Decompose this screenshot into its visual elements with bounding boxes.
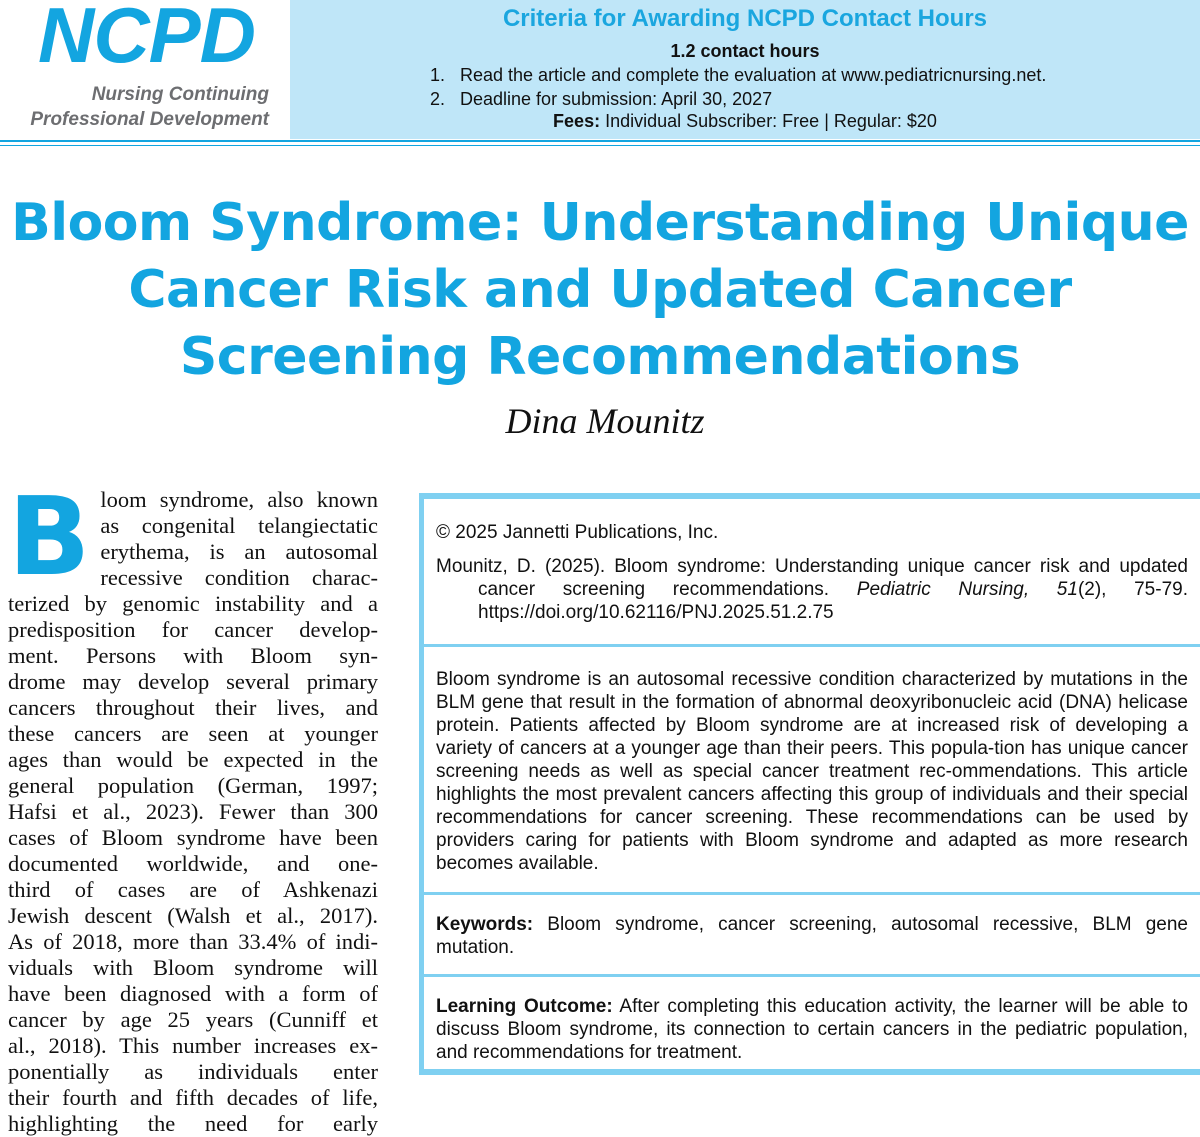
author-name: Dina Mounitz	[505, 401, 705, 441]
citation-doi[interactable]: https://doi.org/10.62116/PNJ.2025.51.2.75	[478, 602, 834, 623]
abstract: Bloom syndrome is an autosomal recessive condition characterized by mutations in the BLM gene that result in the formation of abnormal deoxyribonucleic acid (DNA) helicase protein. Patients affected by Bloom syndrome are at increased risk of developing a variety of cancers at a younger age than their peers. This popula-tion has unique cancer screening needs as well as special cancer treatment rec-ommendations. This article highlights the most prevalent cancers affecting this group of individuals and their special recommendations for cancer screening. These recommendations can be used by providers caring for patients with Bloom syndrome and adapted as more research becomes available.	[436, 669, 1188, 874]
body-line: Hafsi et al., 2023). Fewer than 300	[8, 799, 378, 824]
fees-label: Fees:	[553, 111, 601, 131]
title-line: Screening Recommendations	[179, 327, 1021, 387]
copyright-notice: © 2025 Jannetti Publications, Inc.	[436, 522, 719, 543]
article-info-box	[419, 493, 1200, 1075]
body-line: Jewish descent (Walsh et al., 2017).	[8, 903, 378, 928]
header-divider	[0, 140, 1200, 142]
body-line: al., 2018). This number increases ex-	[8, 1033, 378, 1058]
keywords-label: Keywords:	[436, 914, 534, 935]
fees-line	[290, 110, 1200, 132]
section-divider	[424, 892, 1200, 895]
body-line: As of 2018, more than 33.4% of indi-	[8, 929, 378, 954]
body-line: cancer by age 25 years (Cunniff et	[8, 1007, 378, 1032]
criteria-list	[430, 63, 1046, 111]
criteria-box	[290, 0, 1200, 139]
learning-outcome	[436, 995, 1188, 1064]
criteria-item-number: 2.	[430, 89, 446, 109]
body-line: these cancers are seen at younger	[8, 721, 378, 746]
body-line: have been diagnosed with a form of	[8, 981, 378, 1006]
outcome-label: Learning Outcome:	[436, 996, 613, 1017]
section-divider	[424, 644, 1200, 647]
body-line: viduals with Bloom syndrome will	[8, 955, 378, 980]
body-line: ment. Persons with Bloom syn-	[8, 643, 378, 668]
outcome-text: After completing this education activity, the learner will be able to discuss Bloom syndrome, its connection to certain cancers in the pediatric population, and recommendations for treatment.	[436, 996, 1188, 1063]
criteria-item-text: Deadline for submission: April 30, 2027	[460, 89, 773, 109]
ncpd-logo	[0, 0, 289, 140]
logo-subtitle-line2: Professional Development	[30, 109, 269, 130]
body-line: their fourth and fifth decades of life,	[8, 1085, 378, 1110]
criteria-title: Criteria for Awarding NCPD Contact Hours	[502, 5, 988, 32]
body-line: as congenital telangiectatic	[100, 513, 378, 538]
logo-wordmark: NCPD	[38, 0, 256, 79]
logo-subtitle-line1: Nursing Continuing	[91, 84, 269, 105]
title-line: Bloom Syndrome: Understanding Unique	[11, 193, 1189, 253]
drop-cap: B	[8, 475, 91, 600]
body-line: highlighting the need for early	[8, 1111, 378, 1136]
body-line: third of cases are of Ashkenazi	[8, 877, 378, 902]
body-line: drome may develop several primary	[8, 669, 378, 694]
criteria-item-text: Read the article and complete the evaluation at www.pediatricnursing.net.	[460, 65, 1047, 85]
body-line: general population (German, 1997;	[8, 773, 378, 798]
body-line: predisposition for cancer develop-	[8, 617, 378, 642]
body-line: recessive condition charac-	[100, 565, 378, 590]
section-divider	[424, 974, 1200, 977]
contact-hours: 1.2 contact hours	[670, 41, 820, 61]
logo-subtitle	[30, 82, 269, 132]
citation-issue: (2), 75-79.	[1077, 579, 1188, 600]
criteria-item	[430, 87, 1046, 111]
fees-text: Individual Subscriber: Free | Regular: $20	[605, 111, 937, 131]
body-line: ponentially as individuals enter	[8, 1059, 378, 1084]
body-text-column	[8, 475, 378, 1137]
body-line: terized by genomic instability and a	[8, 591, 378, 616]
keywords-text: Bloom syndrome, cancer screening, autosomal recessive, BLM gene mutation.	[436, 914, 1188, 958]
body-line: cases of Bloom syndrome have been	[8, 825, 378, 850]
body-line: loom syndrome, also known	[100, 487, 378, 512]
body-line: erythema, is an autosomal	[100, 539, 378, 564]
citation-journal: Pediatric Nursing, 51	[856, 579, 1078, 600]
body-line: documented worldwide, and one-	[8, 851, 378, 876]
keywords	[436, 913, 1188, 959]
body-line: cancers throughout their lives, and	[8, 695, 378, 720]
criteria-item	[430, 63, 1046, 87]
citation-text: Mounitz, D. (2025). Bloom syndrome: Understanding unique cancer risk and updated cancer screening recommendations.	[436, 556, 1188, 600]
header-divider-thin	[0, 145, 1200, 146]
citation	[436, 555, 1188, 624]
body-line: ages than would be expected in the	[8, 747, 378, 772]
criteria-item-number: 1.	[430, 65, 446, 85]
article-title	[0, 190, 1200, 391]
title-line: Cancer Risk and Updated Cancer	[128, 260, 1072, 320]
